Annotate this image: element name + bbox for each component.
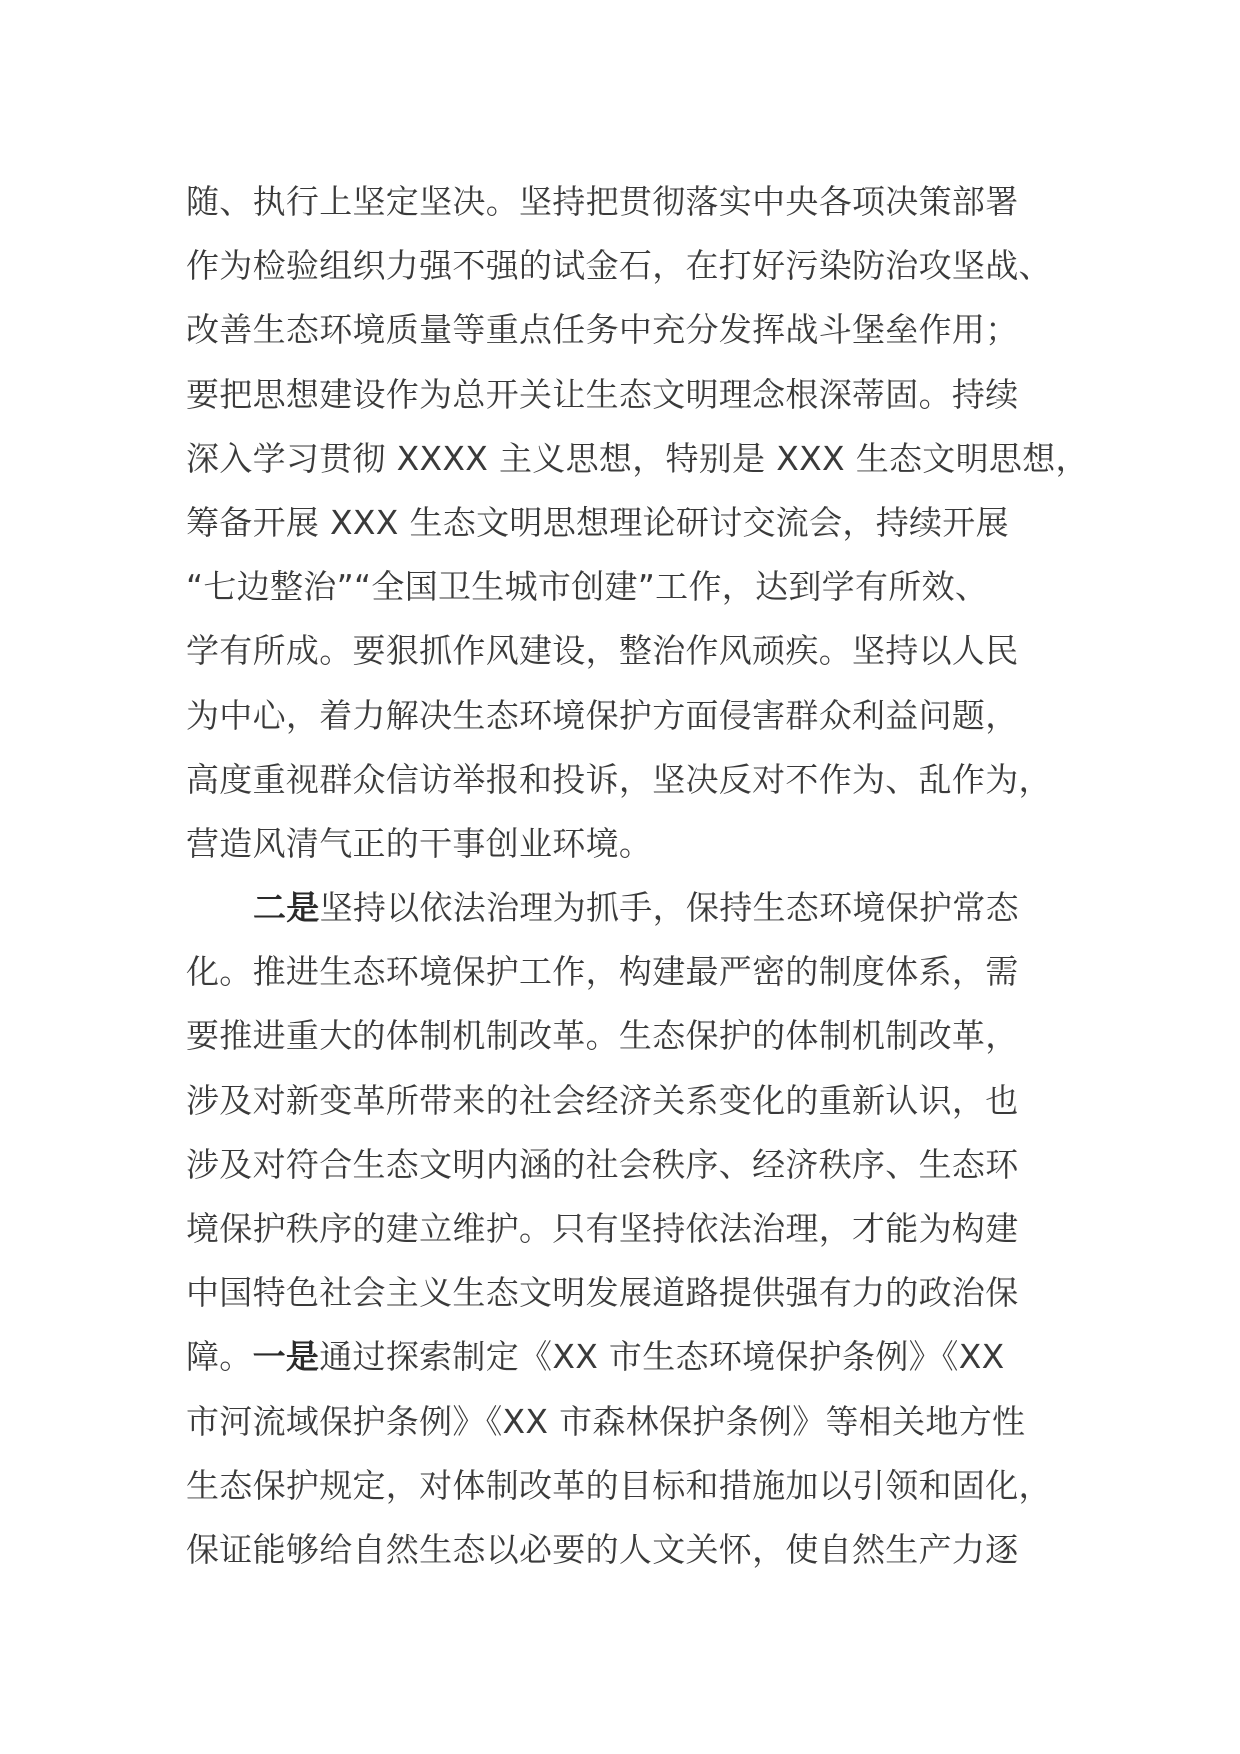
bold-lead-term: 二是: [253, 888, 320, 928]
body-text: [186, 170, 1089, 1582]
text-line: 随、执行上坚定坚决。坚持把贯彻落实中央各项决策部署: [186, 182, 1019, 221]
text-line: 要推进重大的体制机制改革。生态保护的体制机制改革，: [186, 1016, 1019, 1056]
text-line: 营造风清气正的干事创业环境。: [186, 823, 653, 863]
text-line: “七边整治”“全国卫生城市创建”工作，达到学有所效、: [186, 567, 989, 607]
paragraph-start-line: [186, 876, 1086, 940]
text-line: 涉及对新变革所带来的社会经济关系变化的重新认识，也: [186, 1080, 1019, 1120]
text-line: 生态保护规定，对体制改革的目标和措施加以引领和固化，: [186, 1465, 1052, 1505]
text-line: 境保护秩序的建立维护。只有坚持依法治理，才能为构建: [186, 1209, 1019, 1248]
text-line: 筹备开展 XXX 生态文明思想理论研讨交流会，持续开展: [186, 502, 1009, 542]
line-text: 障。: [186, 1337, 253, 1377]
text-line: 改善生态环境质量等重点任务中充分发挥战斗堡垒作用；: [186, 310, 1019, 350]
text-line: 高度重视群众信访举报和投诉，坚决反对不作为、乱作为，: [186, 759, 1052, 799]
line-text: 通过探索制定《XX 市生态环境保护条例》《XX: [319, 1337, 1005, 1377]
text-line: 化。推进生态环境保护工作，构建最严密的制度体系，需: [186, 952, 1019, 992]
text-line: 市河流域保护条例》《XX 市森林保护条例》等相关地方性: [186, 1401, 1026, 1441]
text-line: [186, 1325, 1086, 1389]
text-line: 中国特色社会主义生态文明发展道路提供强有力的政治保: [186, 1273, 1019, 1313]
text-line: 深入学习贯彻 XXXX 主义思想，特别是 XXX 生态文明思想，: [186, 438, 1089, 478]
line-text: 坚持以依法治理为抓手，保持生态环境保护常态: [319, 888, 1019, 928]
text-line: 涉及对符合生态文明内涵的社会秩序、经济秩序、生态环: [186, 1144, 1019, 1184]
text-line: 学有所成。要狠抓作风建设，整治作风顽疾。坚持以人民: [186, 631, 1019, 671]
text-line: 要把思想建设作为总开关让生态文明理念根深蒂固。持续: [186, 374, 1019, 414]
text-line: 作为检验组织力强不强的试金石，在打好污染防治攻坚战、: [186, 246, 1052, 286]
bold-lead-term: 一是: [252, 1337, 320, 1377]
text-line: 为中心，着力解决生态环境保护方面侵害群众利益问题，: [186, 695, 1019, 735]
text-line: 保证能够给自然生态以必要的人文关怀，使自然生产力逐: [186, 1529, 1019, 1569]
